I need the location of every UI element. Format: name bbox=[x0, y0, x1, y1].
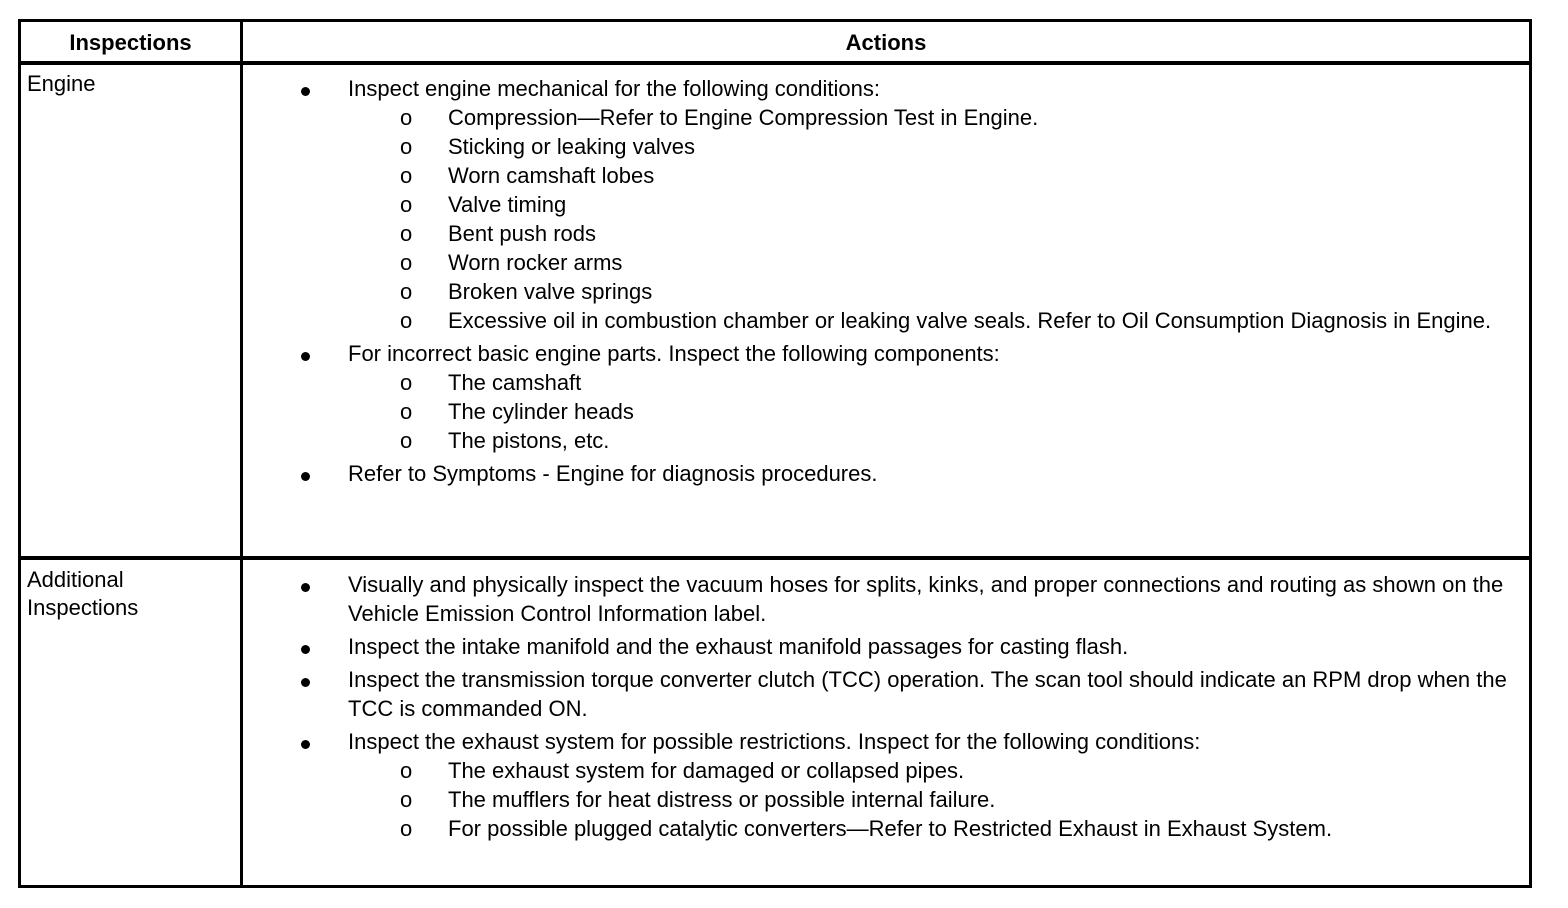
circle-bullet-icon: o bbox=[400, 279, 413, 304]
header-actions: Actions bbox=[845, 30, 927, 55]
circle-bullet-icon: o bbox=[400, 399, 413, 424]
inspection-table bbox=[18, 19, 1532, 888]
bullet-icon bbox=[301, 87, 310, 96]
bullet-text: Inspect the transmission torque converter clutch (TCC) operation. The scan tool should indicate an RPM drop when the TCC is commanded ON. bbox=[348, 667, 1507, 721]
bullet-item bbox=[243, 339, 1529, 455]
actions-engine bbox=[243, 74, 1529, 492]
circle-bullet-icon: o bbox=[400, 192, 413, 217]
sub-item-text: Sticking or leaking valves bbox=[448, 134, 696, 159]
sub-item-text: Valve timing bbox=[448, 192, 567, 217]
sub-item-text: Compression—Refer to Engine Compression Test in Engine. bbox=[448, 105, 1039, 130]
sub-item-text: Excessive oil in combustion chamber or leaking valve seals. Refer to Oil Consumption Diagnosis in Engine. bbox=[448, 308, 1492, 333]
sub-item-text: The pistons, etc. bbox=[448, 428, 610, 453]
actions-additional-inspections bbox=[243, 570, 1529, 847]
row-label-engine: Engine bbox=[27, 71, 96, 96]
circle-bullet-icon: o bbox=[400, 787, 413, 812]
circle-bullet-icon: o bbox=[400, 134, 413, 159]
circle-bullet-icon: o bbox=[400, 370, 413, 395]
circle-bullet-icon: o bbox=[400, 105, 413, 130]
bullet-item bbox=[243, 727, 1529, 843]
bullet-text: For incorrect basic engine parts. Inspect the following components: bbox=[348, 341, 1000, 366]
bullet-item bbox=[243, 570, 1529, 628]
circle-bullet-icon: o bbox=[400, 758, 413, 783]
header-inspections: Inspections bbox=[69, 30, 192, 55]
bullet-item bbox=[243, 74, 1529, 335]
sub-item bbox=[243, 397, 1517, 426]
sub-item-text: For possible plugged catalytic converters—Refer to Restricted Exhaust in Exhaust System. bbox=[448, 816, 1333, 841]
sub-item-text: Worn camshaft lobes bbox=[448, 163, 655, 188]
sub-item-text: Worn rocker arms bbox=[448, 250, 623, 275]
circle-bullet-icon: o bbox=[400, 250, 413, 275]
bullet-item bbox=[243, 459, 1529, 488]
sub-item-text: Broken valve springs bbox=[448, 279, 653, 304]
sub-item bbox=[243, 368, 1517, 397]
sub-item-text: The exhaust system for damaged or collapsed pipes. bbox=[448, 758, 965, 783]
circle-bullet-icon: o bbox=[400, 816, 413, 841]
bullet-item bbox=[243, 665, 1529, 723]
bullet-icon bbox=[301, 472, 310, 481]
sub-item bbox=[243, 426, 1517, 455]
bullet-icon bbox=[301, 583, 310, 592]
bullet-text: Visually and physically inspect the vacuum hoses for splits, kinks, and proper connections and routing as shown on the Vehicle Emission Control Information label. bbox=[348, 572, 1504, 626]
sub-item-text: The camshaft bbox=[448, 370, 582, 395]
sub-item bbox=[243, 785, 1517, 814]
bullet-icon bbox=[301, 678, 310, 687]
circle-bullet-icon: o bbox=[400, 163, 413, 188]
row-divider bbox=[21, 556, 1529, 560]
bullet-icon bbox=[301, 352, 310, 361]
sub-item-text: The cylinder heads bbox=[448, 399, 634, 424]
sub-item bbox=[243, 161, 1517, 190]
bullet-icon bbox=[301, 740, 310, 749]
sub-item bbox=[243, 248, 1517, 277]
circle-bullet-icon: o bbox=[400, 428, 413, 453]
sub-item bbox=[243, 219, 1517, 248]
sub-item bbox=[243, 277, 1517, 306]
sub-item-text: Bent push rods bbox=[448, 221, 596, 246]
bullet-text: Inspect the exhaust system for possible restrictions. Inspect for the following conditions: bbox=[348, 729, 1201, 754]
circle-bullet-icon: o bbox=[400, 308, 413, 333]
sub-item bbox=[243, 190, 1517, 219]
bullet-text: Inspect the intake manifold and the exhaust manifold passages for casting flash. bbox=[348, 634, 1129, 659]
sub-item bbox=[243, 132, 1517, 161]
bullet-icon bbox=[301, 645, 310, 654]
circle-bullet-icon: o bbox=[400, 221, 413, 246]
sub-item bbox=[243, 814, 1517, 843]
bullet-item bbox=[243, 632, 1529, 661]
sub-item-text: The mufflers for heat distress or possible internal failure. bbox=[448, 787, 996, 812]
sub-item bbox=[243, 306, 1517, 335]
sub-item bbox=[243, 103, 1517, 132]
sub-item bbox=[243, 756, 1517, 785]
bullet-text: Refer to Symptoms - Engine for diagnosis procedures. bbox=[348, 461, 878, 486]
row-label-additional-inspections: Additional Inspections bbox=[27, 567, 139, 620]
bullet-text: Inspect engine mechanical for the following conditions: bbox=[348, 76, 880, 101]
